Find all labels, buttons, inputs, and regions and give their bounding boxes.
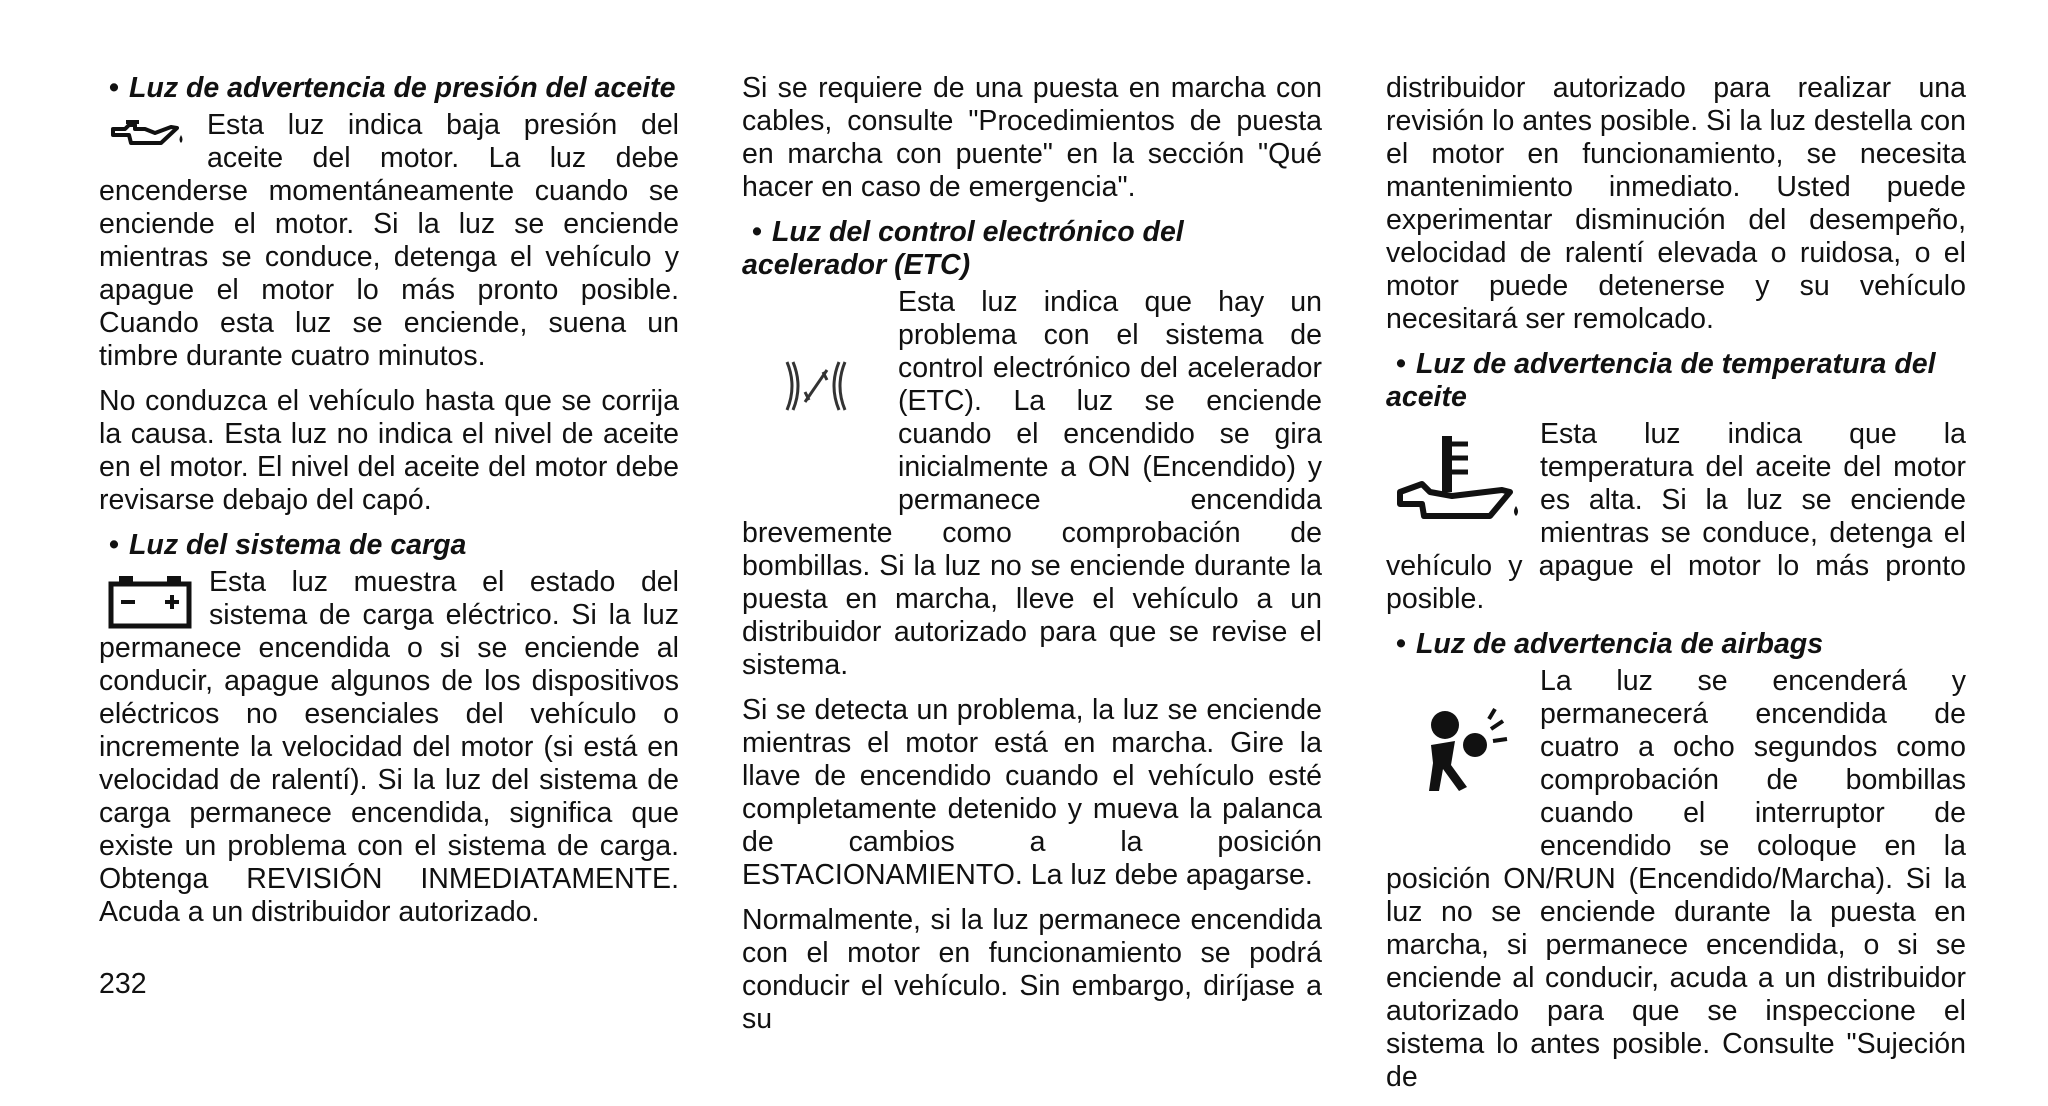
charging-heading: • Luz del sistema de carga bbox=[109, 529, 467, 561]
oil-temperature-text: Esta luz indica que la temperatura del aceite del motor es alta. Si la luz se enciende mientras se conduce, detenga el vehículo y apague el motor lo más pronto posible. bbox=[1386, 418, 1966, 615]
airbag-icon bbox=[1386, 665, 1532, 835]
etc-heading: • Luz del control electrónico del acelerador (ETC) bbox=[742, 216, 1184, 281]
battery-icon bbox=[99, 570, 201, 632]
oil-can-icon bbox=[99, 109, 199, 159]
throttle-control-icon bbox=[742, 286, 890, 486]
airbag-heading: • Luz de advertencia de airbags bbox=[1396, 628, 1824, 660]
column-1 bbox=[99, 72, 679, 941]
etc-text-3: Normalmente, si la luz permanece encendida con el motor en funcionamiento se podrá conducir el vehículo. Sin embargo, diríjase a su bbox=[742, 904, 1322, 1035]
page-number: 232 bbox=[99, 968, 147, 1000]
etc-text: Esta luz indica que hay un problema con el sistema de control electrónico del acelerador (ETC). La luz se enciende cuando el encendido se gira inicialmente a ON (Encendido) y permanece encendida brevemente como comprobación de bombillas. Si la luz no se enciende durante la puesta en marcha, lleve el vehículo a un distribuidor autorizado para que se revise el sistema. bbox=[742, 286, 1322, 681]
jump-start-text: Si se requiere de una puesta en marcha con cables, consulte "Procedimientos de puesta en marcha con puente" en la sección "Qué hacer en caso de emergencia". bbox=[742, 72, 1322, 203]
oil-temperature-icon bbox=[1386, 422, 1532, 542]
oil-pressure-text-2: No conduzca el vehículo hasta que se corrija la causa. Esta luz no indica el nivel de aceite en el motor. El nivel del aceite del motor debe revisarse debajo del capó. bbox=[99, 385, 679, 516]
etc-text-2: Si se detecta un problema, la luz se enciende mientras el motor está en marcha. Gire la llave de encendido cuando el vehículo esté completamente detenido y mueva la palanca de cambios a la posición ESTACIONAMIENTO. La luz debe apagarse. bbox=[742, 694, 1322, 891]
etc-continued-text: distribuidor autorizado para realizar una revisión lo antes posible. Si la luz destella con el motor en funcionamiento, se necesita mantenimiento inmediato. Usted puede experimentar disminución del desempeño, velocidad de ralentí elevada o ruidosa, o el motor puede detenerse y su vehículo necesitará ser remolcado. bbox=[1386, 72, 1966, 335]
charging-text: Esta luz muestra el estado del sistema de carga eléctrico. Si la luz permanece encendida o si se enciende al conducir, apague algunos de los dispositivos eléctricos no esenciales del vehículo o incremente la velocidad del motor (si está en velocidad de ralentí). Si la luz del sistema de carga permanece encendida, significa que existe un problema con el sistema de carga. Obtenga REVISIÓN INMEDIATAMENTE. Acuda a un distribuidor autorizado. bbox=[99, 566, 679, 928]
oil-temperature-heading: • Luz de advertencia de temperatura del aceite bbox=[1386, 348, 1936, 413]
oil-pressure-text: Esta luz indica baja presión del aceite del motor. La luz debe encenderse momentáneamente cuando se enciende el motor. Si la luz se enciende mientras se conduce, detenga el vehículo y apague el motor lo más pronto posible. Cuando esta luz se enciende, suena un timbre durante cuatro minutos. bbox=[99, 109, 679, 372]
airbag-text: La luz se encenderá y permanecerá encendida de cuatro a ocho segundos como comprobación de bombillas cuando el interruptor de encendido se coloque en la posición ON/RUN (Encendido/Marcha). Si la luz no se enciende durante la puesta en marcha, si permanece encendida, o si se enciende al conducir, acuda a un distribuidor autorizado para que se inspeccione el sistema lo antes posible. Consulte "Sujeción de bbox=[1386, 665, 1966, 1093]
oil-pressure-heading: • Luz de advertencia de presión del aceite bbox=[109, 72, 676, 104]
column-3 bbox=[1386, 72, 1966, 1106]
column-2 bbox=[742, 72, 1322, 1048]
